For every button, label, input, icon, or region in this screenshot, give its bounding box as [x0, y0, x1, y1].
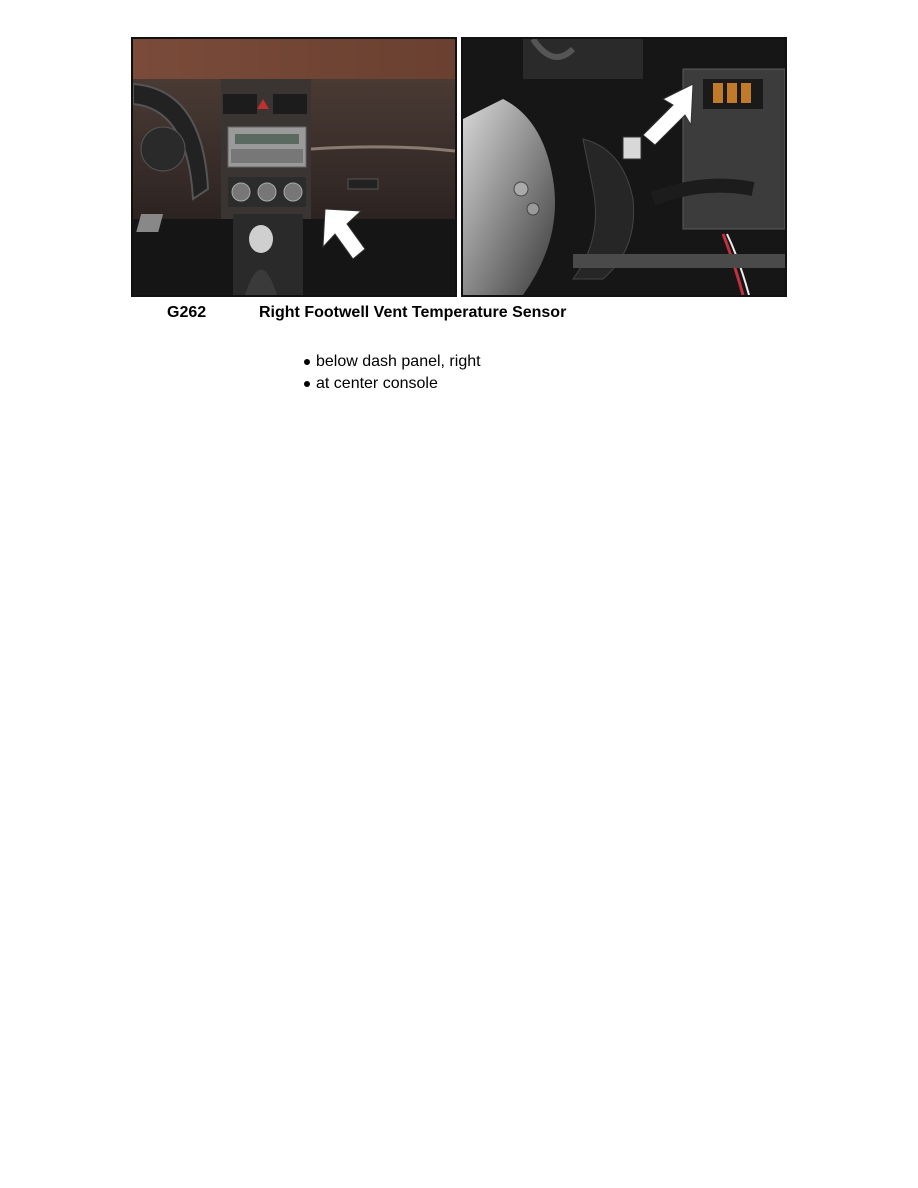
location-note: [302, 373, 481, 395]
component-code: G262: [167, 304, 207, 321]
bullet-icon: [304, 381, 310, 387]
location-note: [302, 351, 481, 373]
sensor-illustration: [463, 39, 785, 295]
sensor-closeup-photo: [461, 37, 787, 297]
location-note-text: below dash panel, right: [316, 353, 481, 370]
component-title: Right Footwell Vent Temperature Sensor: [259, 304, 567, 321]
dashboard-photo: [131, 37, 457, 297]
dashboard-illustration: [133, 39, 455, 295]
location-note-text: at center console: [316, 375, 438, 392]
location-notes-list: [302, 351, 481, 395]
bullet-icon: [304, 359, 310, 365]
